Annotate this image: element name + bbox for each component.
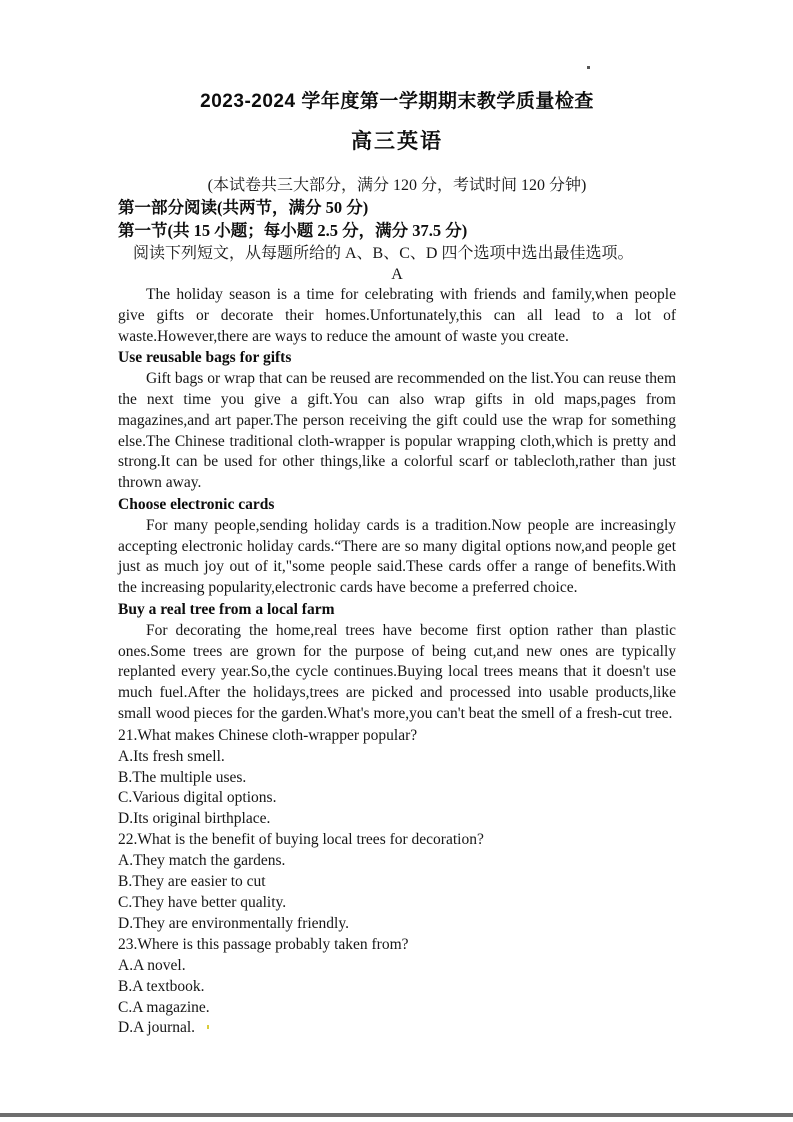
question-22-option-a: A.They match the gardens. <box>118 852 286 870</box>
exam-subject-title: 高三英语 <box>351 130 443 153</box>
question-21-text: 21.What makes Chinese cloth-wrapper popular? <box>118 726 418 744</box>
question-23-option-a: A.A novel. <box>118 956 186 974</box>
question-21-option-b: B.The multiple uses. <box>118 768 247 786</box>
exam-title: 2023-2024 学年度第一学期期末教学质量检查 <box>200 91 594 112</box>
passage-subheading-electronic-cards: Choose electronic cards <box>118 495 275 513</box>
questions-block <box>118 726 676 1040</box>
part-one-heading: 第一部分阅读(共两节，满分 50 分) <box>118 198 369 217</box>
passage-subheading-real-tree: Buy a real tree from a local farm <box>118 600 335 618</box>
question-22-option-d: D.They are environmentally friendly. <box>118 914 349 932</box>
passage-label-a: A <box>391 266 403 283</box>
question-23-option-b: B.A textbook. <box>118 977 205 995</box>
scan-edge-bar <box>0 1113 793 1117</box>
question-23-option-d: D.A journal. <box>118 1019 196 1037</box>
passage-intro-paragraph: The holiday season is a time for celebrating with friends and family,when people give gifts or decorate their homes.Unfortunately,this can all lead to a lot of waste.However,there are ways to reduce the amount of waste you create. <box>118 286 676 345</box>
passage-paragraph-electronic-cards: For many people,sending holiday cards is a tradition.Now people are increasingly accepting electronic holiday cards.“There are so many digital options now,and people get just as much joy out of it,"some people said.These cards offer a range of benefits.With the increasing popularity,electronic cards have become a preferred choice. <box>118 516 676 597</box>
reading-instruction: 阅读下列短文，从每题所给的 A、B、C、D 四个选项中选出最佳选项。 <box>133 245 634 262</box>
section-one-heading: 第一节(共 15 小题；每小题 2.5 分，满分 37.5 分) <box>118 221 468 240</box>
question-21-option-c: C.Various digital options. <box>118 789 277 807</box>
question-21-option-a: A.Its fresh smell. <box>118 747 225 765</box>
question-22-option-b: B.They are easier to cut <box>118 873 266 891</box>
exam-content-column <box>118 90 676 1039</box>
question-22-text: 22.What is the benefit of buying local trees for decoration? <box>118 831 484 849</box>
question-21-option-d: D.Its original birthplace. <box>118 810 271 828</box>
scan-speck-dark <box>587 66 590 69</box>
question-22-option-c: C.They have better quality. <box>118 893 287 911</box>
question-23-option-c: C.A magazine. <box>118 998 210 1016</box>
question-23-text: 23.Where is this passage probably taken from? <box>118 935 409 953</box>
exam-meta-line: (本试卷共三大部分，满分 120 分，考试时间 120 分钟) <box>207 177 587 194</box>
passage-paragraph-reusable-bags: Gift bags or wrap that can be reused are recommended on the list.You can reuse them the next time you give a gift.You can also wrap gifts in old maps,pages from magazines,and art paper.The person receiving the gift could use the wrap for something else.The Chinese traditional cloth-wrapper is popular wrapping cloth,which is pretty and strong.It can be used for other things,like a colorful scarf or tablecloth,rather than just thrown away. <box>118 370 676 492</box>
scan-speck-yellow <box>207 1025 209 1029</box>
passage-paragraph-real-tree: For decorating the home,real trees have become first option rather than plastic ones.Some trees are grown for the purpose of being cut,and new ones are typically replanted every year.So,the cycle continues.Buying local trees means that it doesn't use much fuel.After the holidays,trees are picked and processed into usable products,like small wood pieces for the garden.What's more,you can't beat the smell of a fresh-cut tree. <box>118 621 676 722</box>
passage-subheading-reusable-bags: Use reusable bags for gifts <box>118 349 292 367</box>
